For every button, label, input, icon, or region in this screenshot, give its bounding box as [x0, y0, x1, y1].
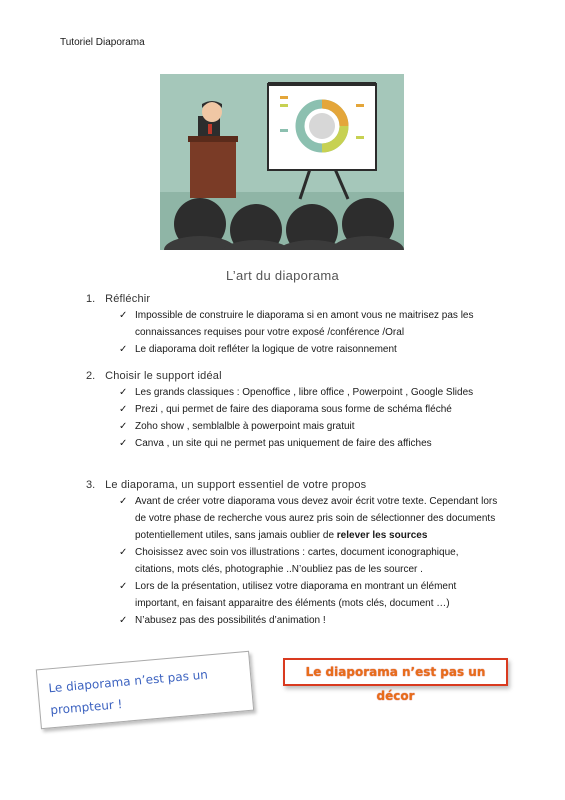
list-item-text: Zoho show , semblalble à powerpoint mais gratuit	[135, 421, 355, 432]
section-title: Choisir le support idéal	[105, 370, 222, 382]
list-item-text: Avant de créer votre diaporama vous devez avoir écrit votre texte. Cependant lors de votre phase de recherche vous aurez pris soin de sélectionner des documents potentiellement utiles, sans jamais oublier de	[135, 496, 498, 541]
list-item-text: Prezi , qui permet de faire des diaporama sous forme de schéma fléché	[135, 404, 452, 415]
list-item-text: Choisissez avec soin vos illustrations : cartes, document iconographique, citations, mots clés, photographie ..N’oubliez pas de les sourcer .	[135, 547, 459, 575]
list-item	[119, 435, 499, 452]
callout-line: prompteur !	[49, 697, 123, 718]
list-item-text: Canva , un site qui ne permet pas uniquement de faire des affiches	[135, 438, 432, 449]
list-item-text: Impossible de construire le diaporama si en amont vous ne maitrisez pas les connaissances requises pour votre exposé /conférence /Oral	[135, 310, 474, 338]
callout-prompteur	[36, 651, 254, 729]
check-icon: ✓	[119, 387, 128, 398]
list-item-emphasis: relever les sources	[336, 530, 428, 541]
section-number: 3.	[86, 479, 96, 491]
check-icon: ✓	[119, 438, 128, 449]
list-item	[119, 544, 499, 578]
list-item	[119, 578, 499, 612]
section-heading	[86, 370, 222, 382]
callout-decor	[283, 658, 508, 703]
callout-text: Le diaporama n’est pas un décor	[305, 665, 486, 703]
section-title: Le diaporama, un support essentiel de votre propos	[105, 479, 367, 491]
list-item-text: Lors de la présentation, utilisez votre diaporama en montrant un élément important, en faisant apparaitre des éléments (mots clés, document …)	[135, 581, 457, 609]
checklist	[119, 384, 499, 452]
check-icon: ✓	[119, 615, 128, 626]
list-item	[119, 612, 499, 629]
list-item	[119, 418, 499, 435]
section-number: 1.	[86, 293, 96, 305]
check-icon: ✓	[119, 310, 128, 321]
section-heading	[86, 293, 150, 305]
presenter-illustration-graphic	[160, 74, 404, 250]
section-heading	[86, 479, 366, 491]
callout-line: Le diaporama n’est pas un	[47, 667, 209, 696]
list-item-text: Les grands classiques : Openoffice , libre office , Powerpoint , Google Slides	[135, 387, 474, 398]
list-item	[119, 307, 499, 341]
checklist	[119, 307, 499, 358]
section-title: Réfléchir	[105, 293, 151, 305]
presentation-illustration	[160, 74, 404, 250]
checklist	[119, 493, 499, 629]
check-icon: ✓	[119, 496, 128, 507]
check-icon: ✓	[119, 404, 128, 415]
list-item-text: Le diaporama doit refléter la logique de votre raisonnement	[135, 344, 397, 355]
illustration-caption: L’art du diaporama	[225, 268, 340, 283]
document-header: Tutoriel Diaporama	[60, 37, 145, 48]
check-icon: ✓	[119, 581, 128, 592]
check-icon: ✓	[119, 547, 128, 558]
list-item	[119, 493, 499, 544]
list-item	[119, 384, 499, 401]
list-item	[119, 401, 499, 418]
list-item-text: N’abusez pas des possibilités d’animation !	[135, 615, 326, 626]
list-item	[119, 341, 499, 358]
check-icon: ✓	[119, 421, 128, 432]
check-icon: ✓	[119, 344, 128, 355]
section-number: 2.	[86, 370, 96, 382]
